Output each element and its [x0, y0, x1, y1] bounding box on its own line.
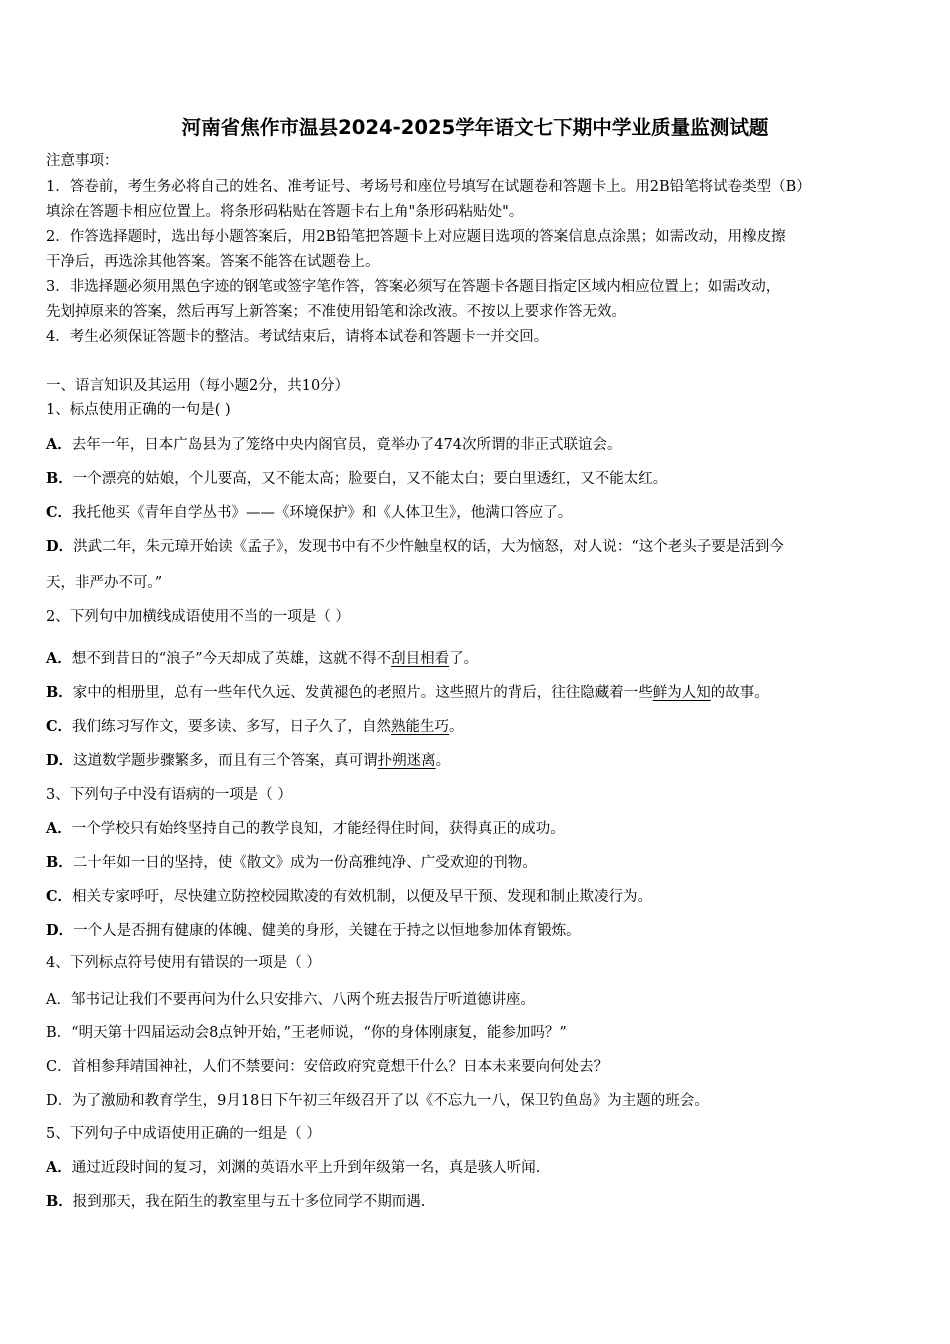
option-text: 我托他买《青年自学丛书》——《环境保护》和《人体卫生》，他满口答应了。 — [72, 505, 573, 521]
notice-line-7: 4．考生必须保证答题卡的整洁。考试结束后，请将本试卷和答题卡一并交回。 — [46, 329, 549, 345]
option-text: 家中的相册里，总有一些年代久远、发黄褪色的老照片。这些照片的背后，往往隐藏着一些 — [72, 685, 653, 701]
q5-option-b — [46, 1192, 425, 1212]
q3-option-a — [46, 819, 565, 839]
q2-option-c — [46, 717, 464, 737]
option-letter: D． — [46, 922, 74, 939]
option-letter: B． — [46, 470, 73, 487]
notice-line-2: 填涂在答题卡相应位置上。将条形码粘贴在答题卡右上角"条形码粘贴处"。 — [46, 204, 524, 220]
option-letter: A． — [46, 436, 72, 453]
q1-option-b — [46, 469, 667, 489]
q3-option-b — [46, 853, 537, 873]
notice-line-4: 干净后，再选涂其他答案。答案不能答在试题卷上。 — [46, 254, 380, 270]
option-letter: A． — [46, 820, 72, 837]
option-text: 去年一年，日本广岛县为了笼络中央内阁官员，竟举办了474次所谓的非正式联谊会。 — [71, 437, 622, 453]
underlined-idiom: 刮目相看 — [391, 651, 450, 667]
q4-option-c: C．首相参拜靖国神社，人们不禁要问：安倍政府究竟想干什么？日本未来要向何处去？ — [46, 1059, 609, 1075]
option-letter: B． — [46, 684, 73, 701]
option-letter: D． — [46, 538, 74, 555]
option-text: 我们练习写作文，要多读、多写，日子久了，自然 — [72, 719, 392, 735]
notice-line-5: 3．非选择题必须用黑色字迹的钢笔或签字笔作答，答案必须写在答题卡各题目指定区域内相应位置上；如需改动， — [46, 279, 781, 295]
q2-option-a — [46, 649, 478, 669]
page-title: 河南省焦作市温县2024-2025学年语文七下期中学业质量监测试题 — [181, 116, 769, 139]
q1-option-d-continued: 天，非严办不可。” — [46, 575, 163, 591]
option-text: 。 — [435, 753, 451, 769]
notice-line-3: 2．作答选择题时，选出每小题答案后，用2B铅笔把答题卡上对应题目选项的答案信息点涂黑；如需改动，用橡皮擦 — [46, 229, 786, 245]
q1-option-a — [46, 435, 621, 455]
option-letter: C． — [46, 504, 73, 521]
q1-stem: 1、标点使用正确的一句是( ) — [46, 402, 231, 418]
q3-option-c — [46, 887, 652, 907]
option-text: 。 — [449, 719, 464, 735]
underlined-idiom: 熟能生巧 — [391, 719, 450, 735]
option-text: 一个漂亮的姑娘，个儿要高，又不能太高；脸要白，又不能太白；要白里透红，又不能太红。 — [72, 471, 668, 487]
option-letter: D． — [46, 752, 74, 769]
q1-option-d — [46, 537, 784, 557]
q4-option-b: B．“明天第十四届运动会8点钟开始，”王老师说，“你的身体刚康复，能参加吗？” — [46, 1025, 567, 1041]
option-letter: C． — [46, 888, 73, 905]
option-text: 相关专家呼吁，尽快建立防控校园欺凌的有效机制，以便及早干预、发现和制止欺凌行为。 — [72, 889, 653, 905]
option-text: 的故事。 — [710, 685, 769, 701]
option-text: 洪武二年，朱元璋开始读《孟子》，发现书中有不少忤触皇权的话，大为恼怒，对人说：“这个老头子要是活到今 — [73, 539, 784, 555]
q3-option-d — [46, 921, 581, 941]
option-text: 通过近段时间的复习，刘渊的英语水平上升到年级第一名，真是骇人听闻. — [71, 1160, 541, 1176]
option-text: 二十年如一日的坚持，使《散文》成为一份高雅纯净、广受欢迎的刊物。 — [72, 855, 537, 871]
q4-option-a: A．邹书记让我们不要再问为什么只安排六、八两个班去报告厅听道德讲座。 — [46, 992, 535, 1008]
q1-option-c — [46, 503, 572, 523]
notice-line-1: 1．答卷前，考生务必将自己的姓名、准考证号、考场号和座位号填写在试题卷和答题卡上。用2B铅笔将试卷类型（B） — [46, 179, 811, 195]
notice-heading: 注意事项： — [46, 153, 119, 169]
q4-option-d: D．为了激励和教育学生，9月18日下午初三年级召开了以《不忘九一八，保卫钓鱼岛》为主题的班会。 — [46, 1093, 709, 1109]
section-heading: 一、语言知识及其运用（每小题2分，共10分） — [46, 378, 350, 394]
underlined-idiom: 扑朔迷离 — [377, 753, 436, 769]
option-letter: B． — [46, 1193, 73, 1210]
option-text: 一个学校只有始终坚持自己的教学良知，才能经得住时间，获得真正的成功。 — [71, 821, 565, 837]
option-text: 报到那天，我在陌生的教室里与五十多位同学不期而遇. — [72, 1194, 426, 1210]
q2-stem: 2、下列句中加横线成语使用不当的一项是（ ） — [46, 609, 350, 625]
q5-stem: 5、下列句子中成语使用正确的一组是（ ） — [46, 1126, 321, 1142]
option-letter: A． — [46, 650, 72, 667]
option-text: 想不到昔日的“浪子”今天却成了英雄，这就不得不 — [71, 651, 392, 667]
option-text: 一个人是否拥有健康的体魄、健美的身形，关键在于持之以恒地参加体育锻炼。 — [73, 923, 581, 939]
option-text: 了。 — [449, 651, 479, 667]
underlined-idiom: 鲜为人知 — [652, 685, 711, 701]
q2-option-d — [46, 751, 450, 771]
q3-stem: 3、下列句子中没有语病的一项是（ ） — [46, 787, 292, 803]
option-text: 这道数学题步骤繁多，而且有三个答案，真可谓 — [73, 753, 378, 769]
option-letter: A． — [46, 1159, 72, 1176]
q5-option-a — [46, 1158, 540, 1178]
notice-line-6: 先划掉原来的答案，然后再写上新答案；不准使用铅笔和涂改液。不按以上要求作答无效。 — [46, 304, 626, 320]
option-letter: C． — [46, 718, 73, 735]
option-letter: B． — [46, 854, 73, 871]
q2-option-b — [46, 683, 769, 703]
q4-stem: 4、下列标点符号使用有错误的一项是（ ） — [46, 955, 321, 971]
